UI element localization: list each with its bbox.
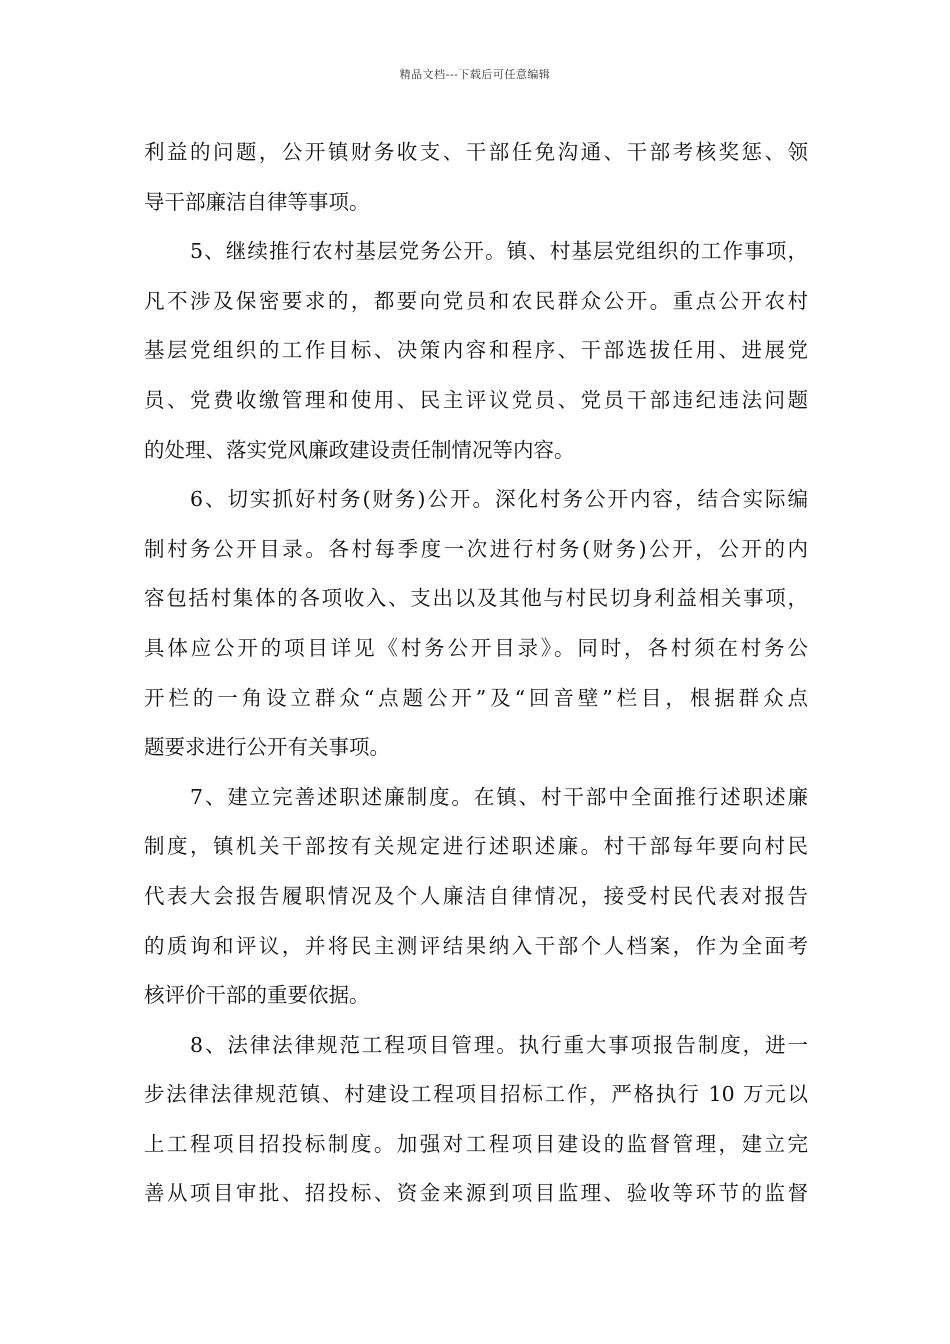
text-line: 开栏的一角设立群众“点题公开”及“回音壁”栏目，根据群众点 [144, 685, 808, 710]
text-line: 代表大会报告履职情况及个人廉洁自律情况，接受村民代表对报告 [144, 883, 808, 908]
text-line: 制村务公开目录。各村每季度一次进行村务(财务)公开，公开的内 [144, 536, 808, 561]
paragraph-first-line: 5、继续推行农村基层党务公开。镇、村基层党组织的工作事项， [190, 239, 808, 264]
document-body [144, 128, 808, 1219]
text-line: 凡不涉及保密要求的，都要向党员和农民群众公开。重点公开农村 [144, 288, 808, 313]
text-line: 上工程项目招投标制度。加强对工程项目建设的监督管理，建立完 [144, 1131, 808, 1156]
text-line: 的处理、落实党风廉政建设责任制情况等内容。 [144, 437, 575, 462]
text-line: 员、党费收缴管理和使用、民主评议党员、党员干部违纪违法问题 [144, 387, 808, 412]
text-line: 基层党组织的工作目标、决策内容和程序、干部选拔任用、进展党 [144, 338, 808, 363]
text-line: 导干部廉洁自律等事项。 [144, 189, 370, 214]
text-line: 步法律法律规范镇、村建设工程项目招标工作，严格执行 10 万元以 [144, 1082, 808, 1107]
paragraph-first-line: 7、建立完善述职述廉制度。在镇、村干部中全面推行述职述廉 [190, 784, 808, 809]
paragraph-first-line: 8、法律法律规范工程项目管理。执行重大事项报告制度，进一 [190, 1032, 808, 1057]
text-line: 利益的问题，公开镇财务收支、干部任免沟通、干部考核奖惩、领 [144, 140, 808, 164]
text-line: 的质询和评议，并将民主测评结果纳入干部个人档案，作为全面考 [144, 933, 808, 958]
page-header: 精品文档---下载后可任意编辑 [399, 68, 551, 81]
text-line: 具体应公开的项目详见《村务公开目录》。同时，各村须在村务公 [144, 635, 808, 660]
text-line: 善从项目审批、招投标、资金来源到项目监理、验收等环节的监督 [144, 1181, 808, 1206]
paragraph-first-line: 6、切实抓好村务(财务)公开。深化村务公开内容，结合实际编 [190, 487, 808, 512]
text-line: 核评价干部的重要依据。 [144, 983, 370, 1008]
text-line: 制度，镇机关干部按有关规定进行述职述廉。村干部每年要向村民 [144, 834, 808, 859]
text-line: 容包括村集体的各项收入、支出以及其他与村民切身利益相关事项， [144, 586, 808, 611]
text-line: 题要求进行公开有关事项。 [144, 735, 390, 760]
